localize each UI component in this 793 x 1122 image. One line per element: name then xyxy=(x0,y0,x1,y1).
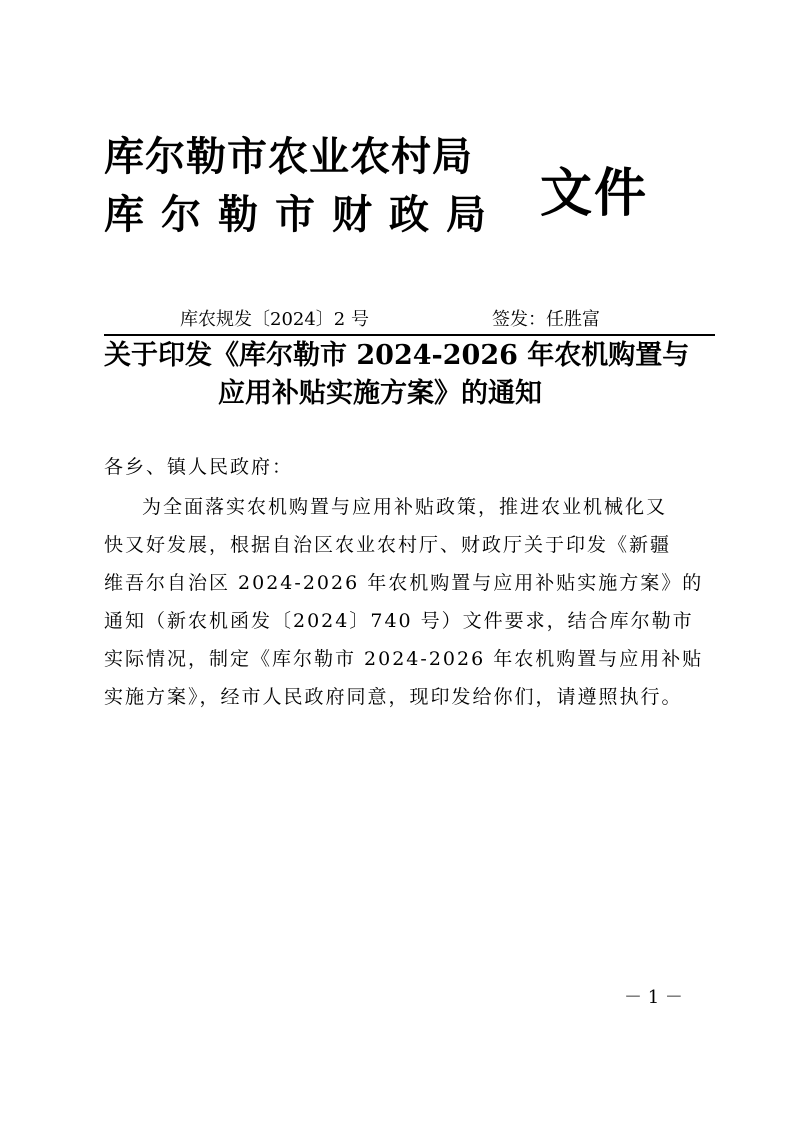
body-line-4: 通知（新农机函发〔2024〕740 号）文件要求，结合库尔勒市 xyxy=(104,610,694,632)
salutation: 各乡、镇人民政府： xyxy=(104,456,294,478)
header-rule xyxy=(104,334,715,336)
issuer-line-1: 库尔勒市农业农村局 xyxy=(104,134,473,180)
issuer-line-2: 库尔勒市财政局 xyxy=(104,192,503,238)
body-line-3: 维吾尔自治区 2024-2026 年农机购置与应用补贴实施方案》的 xyxy=(104,572,704,594)
document-title-line-1: 关于印发《库尔勒市 2024-2026 年农机购置与 xyxy=(104,340,690,371)
body-line-6: 实施方案》，经市人民政府同意，现印发给你们，请遵照执行。 xyxy=(104,686,683,708)
document-title-line-2: 应用补贴实施方案》的通知 xyxy=(218,378,542,409)
body-line-1: 为全面落实农机购置与应用补贴政策，推进农业机械化又 xyxy=(142,496,668,518)
body-line-2: 快又好发展，根据自治区农业农村厅、财政厅关于印发《新疆 xyxy=(104,534,672,556)
document-number: 库农规发〔2024〕2 号 xyxy=(180,309,369,330)
page-number: － 1 － xyxy=(624,987,683,1008)
body-line-5: 实际情况，制定《库尔勒市 2024-2026 年农机购置与应用补贴 xyxy=(104,648,704,670)
signer: 签发：任胜富 xyxy=(492,309,600,330)
document-word: 文件 xyxy=(540,164,649,224)
